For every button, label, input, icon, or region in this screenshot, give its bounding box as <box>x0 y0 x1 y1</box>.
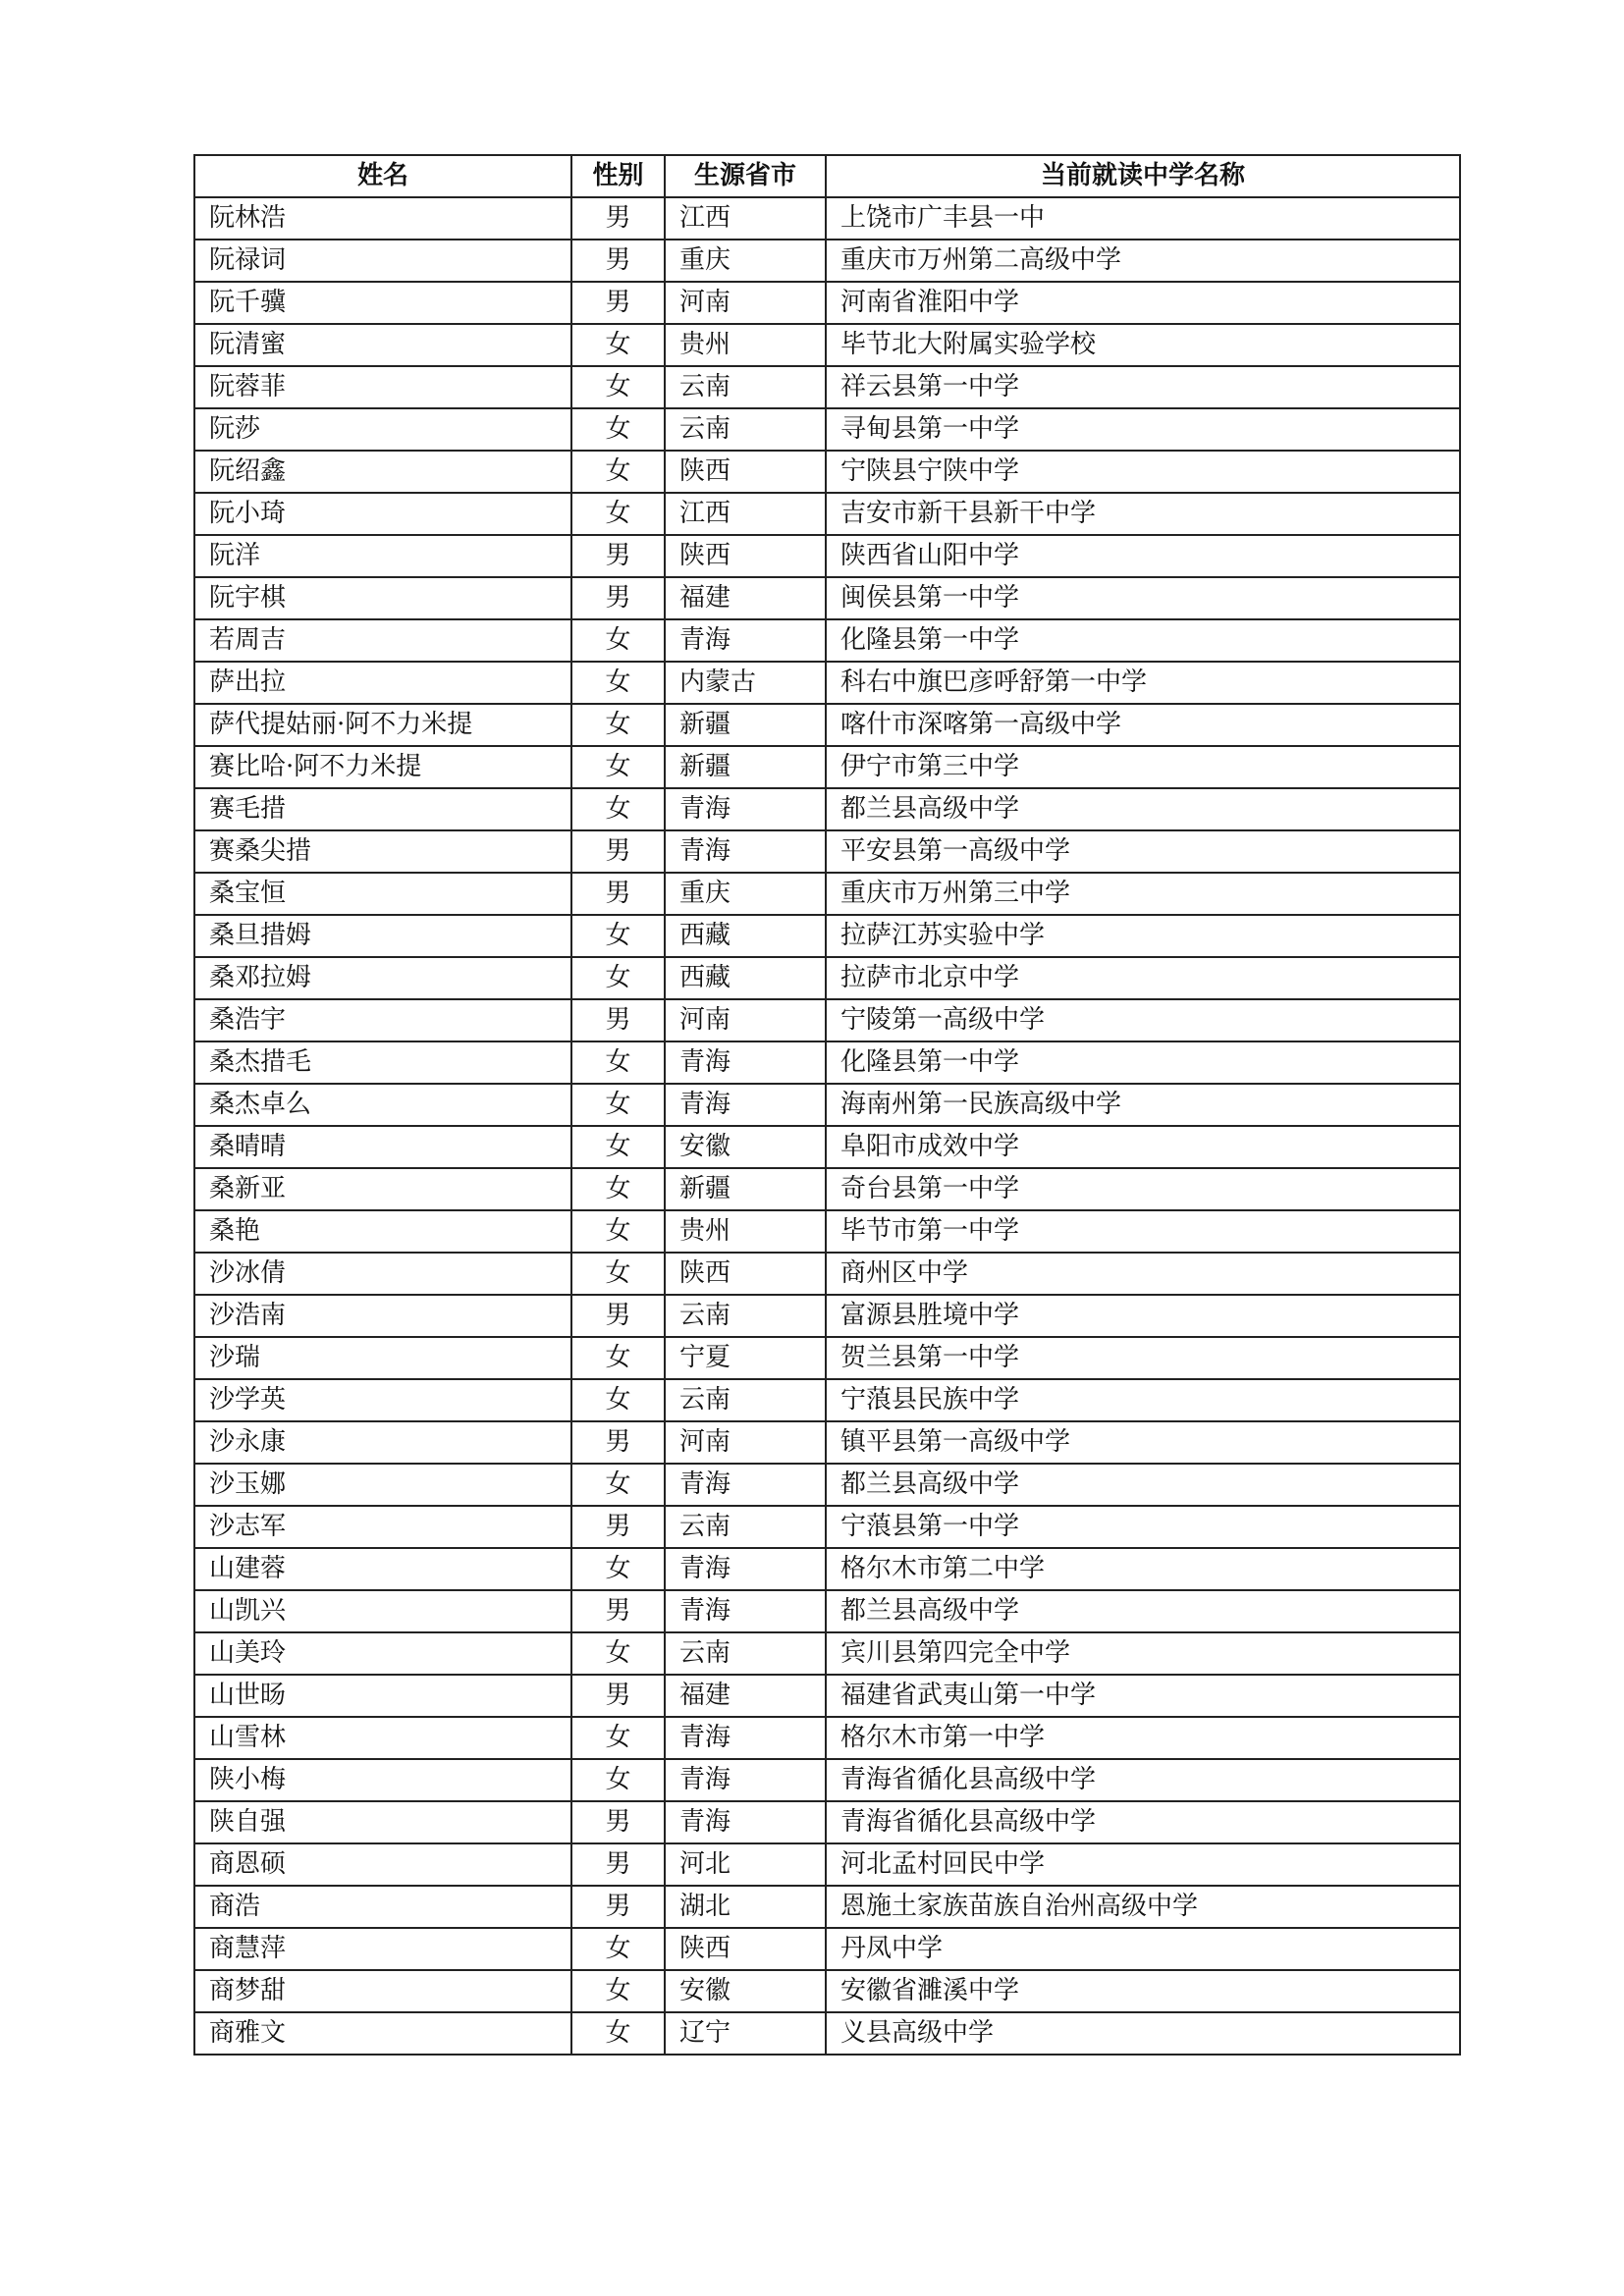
student-province: 福建 <box>665 1675 826 1717</box>
student-gender: 女 <box>571 1253 665 1295</box>
student-gender: 男 <box>571 1590 665 1632</box>
table-row <box>194 1717 1460 1759</box>
table-row <box>194 1970 1460 2012</box>
student-gender: 男 <box>571 1675 665 1717</box>
student-name: 阮禄词 <box>194 240 571 282</box>
student-province: 云南 <box>665 1506 826 1548</box>
student-gender: 女 <box>571 704 665 746</box>
student-name: 桑杰措毛 <box>194 1041 571 1084</box>
table-row <box>194 746 1460 788</box>
table-row <box>194 1590 1460 1632</box>
student-province: 云南 <box>665 366 826 408</box>
student-school: 阜阳市成效中学 <box>826 1126 1460 1168</box>
table-row <box>194 1084 1460 1126</box>
student-name: 沙志军 <box>194 1506 571 1548</box>
student-gender: 男 <box>571 535 665 577</box>
table-row <box>194 1210 1460 1253</box>
student-gender: 男 <box>571 1421 665 1464</box>
student-province: 新疆 <box>665 746 826 788</box>
student-name: 赛比哈·阿不力米提 <box>194 746 571 788</box>
table-row <box>194 1632 1460 1675</box>
student-school: 河南省淮阳中学 <box>826 282 1460 324</box>
table-row <box>194 493 1460 535</box>
table-row <box>194 704 1460 746</box>
student-gender: 女 <box>571 1168 665 1210</box>
student-province: 河南 <box>665 999 826 1041</box>
table-row <box>194 451 1460 493</box>
student-school: 福建省武夷山第一中学 <box>826 1675 1460 1717</box>
table-row <box>194 1506 1460 1548</box>
student-gender: 女 <box>571 451 665 493</box>
student-name: 陕自强 <box>194 1801 571 1843</box>
student-gender: 女 <box>571 1337 665 1379</box>
student-name: 山建蓉 <box>194 1548 571 1590</box>
student-name: 山美玲 <box>194 1632 571 1675</box>
student-gender: 男 <box>571 1886 665 1928</box>
student-name: 桑艳 <box>194 1210 571 1253</box>
header-province: 生源省市 <box>665 155 826 197</box>
student-province: 陕西 <box>665 451 826 493</box>
student-school: 丹凤中学 <box>826 1928 1460 1970</box>
table-row <box>194 1886 1460 1928</box>
student-school: 都兰县高级中学 <box>826 788 1460 830</box>
student-gender: 男 <box>571 197 665 240</box>
header-gender: 性别 <box>571 155 665 197</box>
table-row <box>194 1337 1460 1379</box>
student-gender: 女 <box>571 324 665 366</box>
student-province: 重庆 <box>665 873 826 915</box>
student-gender: 女 <box>571 1759 665 1801</box>
student-province: 安徽 <box>665 1126 826 1168</box>
student-province: 重庆 <box>665 240 826 282</box>
student-province: 青海 <box>665 1759 826 1801</box>
table-row <box>194 915 1460 957</box>
table-row <box>194 1801 1460 1843</box>
student-school: 化隆县第一中学 <box>826 1041 1460 1084</box>
student-gender: 女 <box>571 1126 665 1168</box>
student-gender: 女 <box>571 957 665 999</box>
student-gender: 男 <box>571 1506 665 1548</box>
student-school: 贺兰县第一中学 <box>826 1337 1460 1379</box>
student-school: 喀什市深喀第一高级中学 <box>826 704 1460 746</box>
student-province: 云南 <box>665 1295 826 1337</box>
student-name: 陕小梅 <box>194 1759 571 1801</box>
table-row <box>194 1843 1460 1886</box>
student-province: 陕西 <box>665 1253 826 1295</box>
student-gender: 女 <box>571 493 665 535</box>
student-gender: 女 <box>571 1970 665 2012</box>
student-province: 江西 <box>665 493 826 535</box>
header-school: 当前就读中学名称 <box>826 155 1460 197</box>
student-province: 河南 <box>665 282 826 324</box>
student-school: 宁蒗县第一中学 <box>826 1506 1460 1548</box>
student-gender: 女 <box>571 1041 665 1084</box>
student-province: 青海 <box>665 1041 826 1084</box>
student-name: 沙冰倩 <box>194 1253 571 1295</box>
table-row <box>194 830 1460 873</box>
table-row <box>194 324 1460 366</box>
student-name: 桑浩宇 <box>194 999 571 1041</box>
student-name: 商梦甜 <box>194 1970 571 2012</box>
table-header-row <box>194 155 1460 197</box>
student-gender: 男 <box>571 1801 665 1843</box>
student-name: 萨出拉 <box>194 662 571 704</box>
student-school: 祥云县第一中学 <box>826 366 1460 408</box>
student-school: 义县高级中学 <box>826 2012 1460 2055</box>
student-province: 河南 <box>665 1421 826 1464</box>
student-name: 若周吉 <box>194 619 571 662</box>
student-province: 贵州 <box>665 324 826 366</box>
table-row <box>194 1421 1460 1464</box>
table-row <box>194 957 1460 999</box>
student-name: 阮洋 <box>194 535 571 577</box>
student-school: 商州区中学 <box>826 1253 1460 1295</box>
student-school: 毕节北大附属实验学校 <box>826 324 1460 366</box>
student-province: 宁夏 <box>665 1337 826 1379</box>
student-name: 阮莎 <box>194 408 571 451</box>
student-gender: 女 <box>571 1464 665 1506</box>
table-row <box>194 366 1460 408</box>
student-school: 奇台县第一中学 <box>826 1168 1460 1210</box>
student-school: 恩施土家族苗族自治州高级中学 <box>826 1886 1460 1928</box>
student-school: 海南州第一民族高级中学 <box>826 1084 1460 1126</box>
student-gender: 男 <box>571 1843 665 1886</box>
student-school: 宁蒗县民族中学 <box>826 1379 1460 1421</box>
student-name: 赛桑尖措 <box>194 830 571 873</box>
student-name: 赛毛措 <box>194 788 571 830</box>
student-school: 重庆市万州第三中学 <box>826 873 1460 915</box>
student-name: 桑晴晴 <box>194 1126 571 1168</box>
student-school: 陕西省山阳中学 <box>826 535 1460 577</box>
table-row <box>194 577 1460 619</box>
student-province: 青海 <box>665 830 826 873</box>
student-gender: 男 <box>571 1295 665 1337</box>
student-province: 新疆 <box>665 704 826 746</box>
student-gender: 女 <box>571 619 665 662</box>
student-province: 青海 <box>665 1084 826 1126</box>
student-school: 吉安市新干县新干中学 <box>826 493 1460 535</box>
table-row <box>194 240 1460 282</box>
table-row <box>194 1379 1460 1421</box>
student-gender: 女 <box>571 1632 665 1675</box>
student-school: 化隆县第一中学 <box>826 619 1460 662</box>
table-row <box>194 1548 1460 1590</box>
table-row <box>194 1295 1460 1337</box>
student-gender: 男 <box>571 282 665 324</box>
table-row <box>194 1168 1460 1210</box>
student-school: 宁陕县宁陕中学 <box>826 451 1460 493</box>
student-gender: 女 <box>571 1379 665 1421</box>
student-province: 陕西 <box>665 535 826 577</box>
student-province: 云南 <box>665 408 826 451</box>
student-school: 伊宁市第三中学 <box>826 746 1460 788</box>
student-school: 拉萨江苏实验中学 <box>826 915 1460 957</box>
table-row <box>194 662 1460 704</box>
table-row <box>194 1041 1460 1084</box>
student-gender: 女 <box>571 662 665 704</box>
student-province: 内蒙古 <box>665 662 826 704</box>
student-school: 科右中旗巴彦呼舒第一中学 <box>826 662 1460 704</box>
student-school: 拉萨市北京中学 <box>826 957 1460 999</box>
student-gender: 男 <box>571 240 665 282</box>
student-school: 格尔木市第二中学 <box>826 1548 1460 1590</box>
table-row <box>194 999 1460 1041</box>
table-row <box>194 788 1460 830</box>
student-school: 都兰县高级中学 <box>826 1590 1460 1632</box>
student-school: 宁陵第一高级中学 <box>826 999 1460 1041</box>
student-province: 贵州 <box>665 1210 826 1253</box>
student-school: 镇平县第一高级中学 <box>826 1421 1460 1464</box>
student-name: 阮清蜜 <box>194 324 571 366</box>
student-gender: 女 <box>571 2012 665 2055</box>
student-name: 阮绍鑫 <box>194 451 571 493</box>
student-name: 商慧萍 <box>194 1928 571 1970</box>
student-name: 山凯兴 <box>194 1590 571 1632</box>
student-gender: 女 <box>571 1717 665 1759</box>
student-name: 山世旸 <box>194 1675 571 1717</box>
student-province: 青海 <box>665 1717 826 1759</box>
student-school: 青海省循化县高级中学 <box>826 1759 1460 1801</box>
student-province: 河北 <box>665 1843 826 1886</box>
student-gender: 女 <box>571 915 665 957</box>
student-province: 陕西 <box>665 1928 826 1970</box>
student-name: 桑宝恒 <box>194 873 571 915</box>
student-province: 青海 <box>665 788 826 830</box>
table-row <box>194 1464 1460 1506</box>
student-gender: 女 <box>571 746 665 788</box>
student-gender: 女 <box>571 1548 665 1590</box>
student-province: 西藏 <box>665 915 826 957</box>
student-school: 安徽省濉溪中学 <box>826 1970 1460 2012</box>
student-name: 阮林浩 <box>194 197 571 240</box>
student-province: 云南 <box>665 1379 826 1421</box>
header-name: 姓名 <box>194 155 571 197</box>
student-province: 青海 <box>665 1464 826 1506</box>
student-name: 商雅文 <box>194 2012 571 2055</box>
student-gender: 女 <box>571 366 665 408</box>
student-province: 青海 <box>665 619 826 662</box>
student-name: 萨代提姑丽·阿不力米提 <box>194 704 571 746</box>
student-province: 青海 <box>665 1801 826 1843</box>
student-name: 沙学英 <box>194 1379 571 1421</box>
student-name: 沙永康 <box>194 1421 571 1464</box>
student-school: 宾川县第四完全中学 <box>826 1632 1460 1675</box>
student-school: 毕节市第一中学 <box>826 1210 1460 1253</box>
table-row <box>194 535 1460 577</box>
student-name: 沙玉娜 <box>194 1464 571 1506</box>
table-row <box>194 1928 1460 1970</box>
student-name: 商浩 <box>194 1886 571 1928</box>
student-province: 西藏 <box>665 957 826 999</box>
student-gender: 男 <box>571 830 665 873</box>
table-row <box>194 408 1460 451</box>
student-gender: 男 <box>571 999 665 1041</box>
student-gender: 女 <box>571 1210 665 1253</box>
table-row <box>194 197 1460 240</box>
student-school: 上饶市广丰县一中 <box>826 197 1460 240</box>
student-name: 桑杰卓么 <box>194 1084 571 1126</box>
student-gender: 女 <box>571 1928 665 1970</box>
student-province: 江西 <box>665 197 826 240</box>
student-name: 桑邓拉姆 <box>194 957 571 999</box>
student-name: 沙浩南 <box>194 1295 571 1337</box>
student-school: 重庆市万州第二高级中学 <box>826 240 1460 282</box>
student-gender: 女 <box>571 408 665 451</box>
student-name: 桑新亚 <box>194 1168 571 1210</box>
student-name: 阮蓉菲 <box>194 366 571 408</box>
table-row <box>194 1253 1460 1295</box>
student-province: 福建 <box>665 577 826 619</box>
student-school: 富源县胜境中学 <box>826 1295 1460 1337</box>
student-school: 闽侯县第一中学 <box>826 577 1460 619</box>
student-gender: 男 <box>571 873 665 915</box>
table-row <box>194 1126 1460 1168</box>
student-province: 青海 <box>665 1590 826 1632</box>
student-province: 安徽 <box>665 1970 826 2012</box>
student-gender: 女 <box>571 1084 665 1126</box>
student-province: 云南 <box>665 1632 826 1675</box>
table-row <box>194 873 1460 915</box>
table-row <box>194 2012 1460 2055</box>
table-row <box>194 1675 1460 1717</box>
student-province: 湖北 <box>665 1886 826 1928</box>
student-name: 山雪林 <box>194 1717 571 1759</box>
student-name: 阮宇棋 <box>194 577 571 619</box>
student-school: 寻甸县第一中学 <box>826 408 1460 451</box>
student-province: 青海 <box>665 1548 826 1590</box>
student-name: 阮千骥 <box>194 282 571 324</box>
student-school: 格尔木市第一中学 <box>826 1717 1460 1759</box>
student-gender: 男 <box>571 577 665 619</box>
student-province: 新疆 <box>665 1168 826 1210</box>
student-table <box>193 154 1461 2056</box>
table-row <box>194 282 1460 324</box>
student-province: 辽宁 <box>665 2012 826 2055</box>
student-name: 阮小琦 <box>194 493 571 535</box>
student-school: 河北孟村回民中学 <box>826 1843 1460 1886</box>
student-school: 平安县第一高级中学 <box>826 830 1460 873</box>
table-row <box>194 1759 1460 1801</box>
student-school: 都兰县高级中学 <box>826 1464 1460 1506</box>
student-gender: 女 <box>571 788 665 830</box>
table-row <box>194 619 1460 662</box>
student-name: 桑旦措姆 <box>194 915 571 957</box>
student-school: 青海省循化县高级中学 <box>826 1801 1460 1843</box>
student-name: 沙瑞 <box>194 1337 571 1379</box>
student-name: 商恩硕 <box>194 1843 571 1886</box>
